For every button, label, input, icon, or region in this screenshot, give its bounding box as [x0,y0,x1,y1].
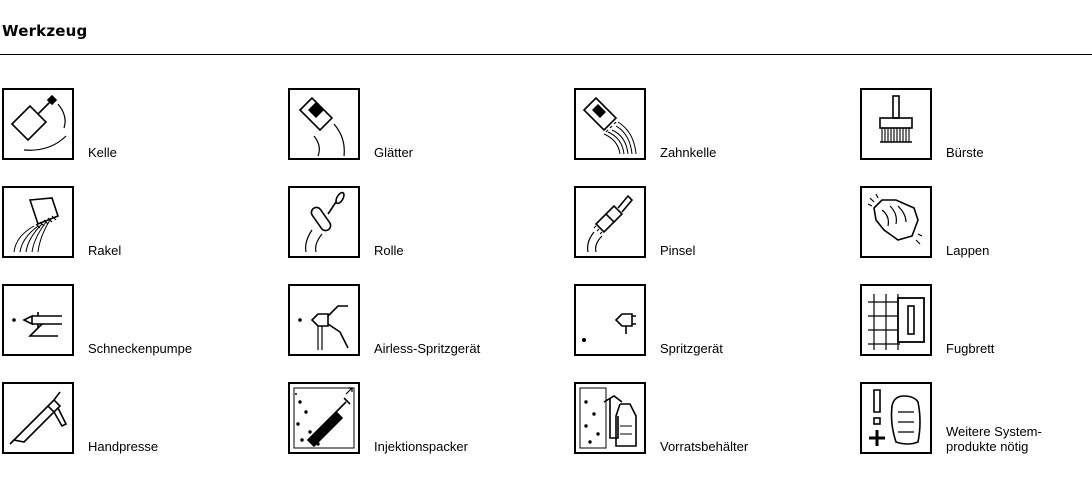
additional-products-icon [860,382,932,454]
tool-item-injektionspacker [288,382,548,454]
tool-item-pinsel [574,186,834,258]
tool-item-lappen [860,186,1092,258]
tool-label: Handpresse [88,439,159,454]
page-title: Werkzeug [2,22,88,40]
tool-label: Schneckenpumpe [88,341,193,356]
tool-label: Bürste [946,145,984,160]
tool-item-weitere [860,382,1092,454]
airless-sprayer-icon [288,284,360,356]
caulking-gun-icon [2,382,74,454]
tool-item-glaetter [288,88,548,160]
tool-label: Injektionspacker [374,439,468,454]
tool-label: Vorratsbehälter [660,439,749,454]
tool-item-schneckenpumpe [2,284,262,356]
brush-icon [860,88,932,160]
tool-item-fugbrett [860,284,1092,356]
injection-packer-icon [288,382,360,454]
notched-trowel-icon [574,88,646,160]
tool-item-rolle [288,186,548,258]
tool-item-zahnkelle [574,88,834,160]
tool-item-rakel [2,186,262,258]
tool-item-vorratsbehaelter [574,382,834,454]
tool-item-airless [288,284,548,356]
tool-label: Spritzgerät [660,341,723,356]
tool-label: Kelle [88,145,117,160]
tool-label: Lappen [946,243,990,258]
tool-item-buerste [860,88,1092,160]
storage-container-icon [574,382,646,454]
paint-roller-icon [288,186,360,258]
tool-item-kelle [2,88,262,160]
trowel-icon [2,88,74,160]
tool-label: Rolle [374,243,404,258]
tool-label: Weitere System- produkte nötig [946,424,1042,454]
paintbrush-icon [574,186,646,258]
squeegee-icon [2,186,74,258]
screw-pump-icon [2,284,74,356]
tool-item-spritzgeraet [574,284,834,356]
spray-gun-icon [574,284,646,356]
joint-board-icon [860,284,932,356]
tool-label: Fugbrett [946,341,995,356]
tool-label: Rakel [88,243,122,258]
smoothing-trowel-icon [288,88,360,160]
cloth-icon [860,186,932,258]
tool-label: Airless-Spritzgerät [374,341,481,356]
title-divider [0,54,1092,55]
tool-label: Glätter [374,145,414,160]
tool-item-handpresse [2,382,262,454]
tool-label: Zahnkelle [660,145,717,160]
tool-label: Pinsel [660,243,696,258]
